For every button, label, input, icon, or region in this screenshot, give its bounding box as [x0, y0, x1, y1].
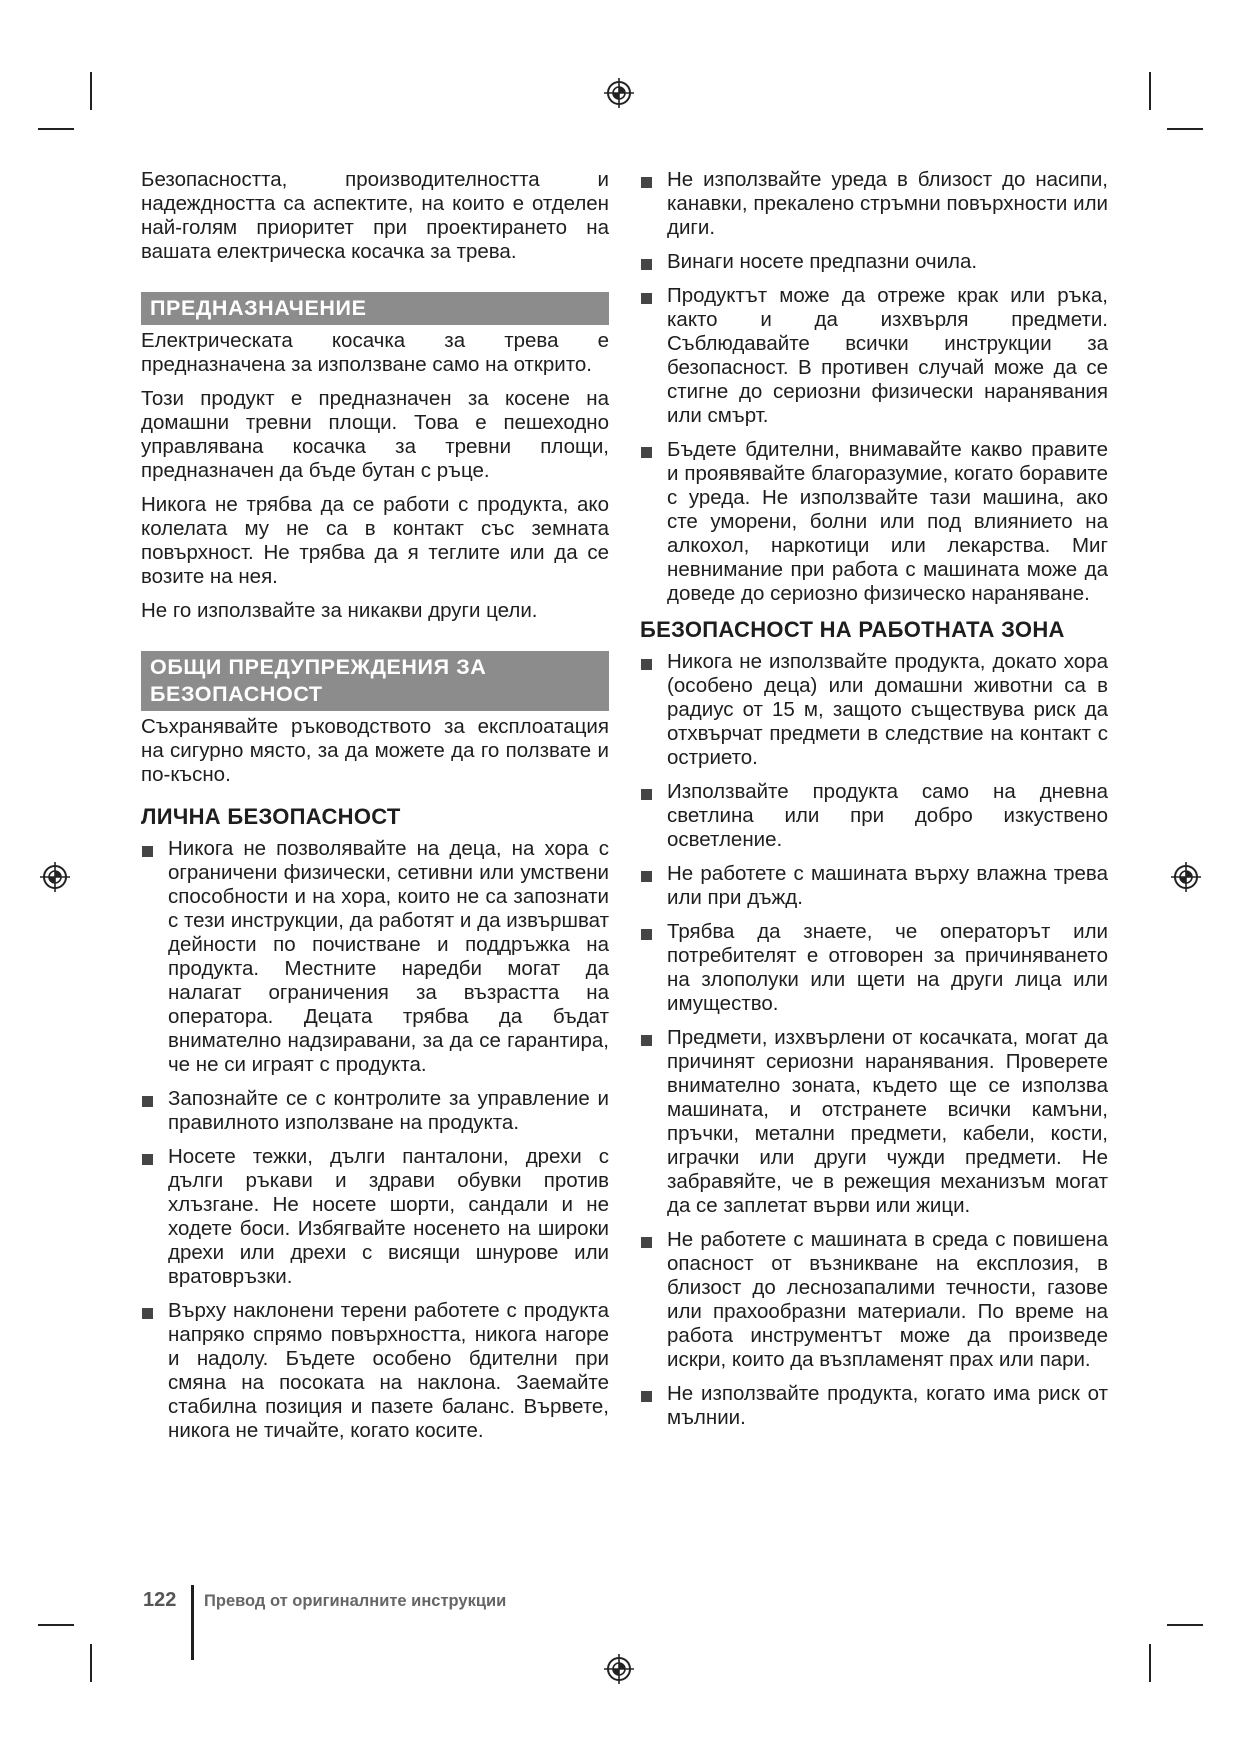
general-warnings-heading: [141, 651, 609, 711]
list-item: [141, 1087, 609, 1135]
bullet-square-icon: [641, 177, 652, 188]
list-item: [640, 1382, 1108, 1430]
list-item-text: Никога не позволявайте на деца, на хора с ограничени физически, сетивни или умствени способности и на хора, които не са запознати с тези инструкции, да работят и да извършват дейности по почистване и поддръжка на продукта. Местните наредби могат да налагат ограничения за възрастта на оператора. Децата трябва да бъдат внимателно надзиравани, за да се гарантира, че не си играят с продукта.: [168, 837, 609, 1076]
crop-mark: [1167, 1624, 1203, 1626]
list-item: [640, 438, 1108, 606]
list-item: [640, 284, 1108, 428]
footer-caption: Превод от оригиналните инструкции: [204, 1592, 507, 1610]
registration-mark-icon: [604, 1654, 634, 1684]
personal-safety-list-continued: [640, 168, 1108, 606]
intro-paragraph: Безопасността, производителността и надеждността са аспектите, на които е отделен най-голям приоритет при проектирането на вашата електрическа косачка за трева.: [141, 168, 609, 263]
work-area-safety-heading: БЕЗОПАСНОСТ НА РАБОТНАТА ЗОНА: [640, 617, 1065, 642]
list-item: [640, 1228, 1108, 1372]
bullet-square-icon: [641, 259, 652, 270]
bullet-square-icon: [641, 293, 652, 304]
purpose-paragraph: Електрическата косачка за трева е предназначена за използване само на открито.: [141, 329, 609, 376]
list-item: [640, 250, 1108, 274]
list-item-text: Използвайте продукта само на дневна светлина или при добро изкуствено осветление.: [667, 780, 1108, 851]
list-item-text: Не работете с машината в среда с повишена опасност от възникване на експлозия, в близост до леснозапалими течности, газове или прахообразни материали. По време на работа инструментът може да произведе искри, които да възпламенят прах или пари.: [667, 1228, 1108, 1371]
crop-mark: [1149, 72, 1151, 110]
bullet-square-icon: [641, 789, 652, 800]
list-item: [141, 837, 609, 1077]
bullet-square-icon: [641, 929, 652, 940]
list-item-text: Запознайте се с контролите за управление и правилното използване на продукта.: [168, 1087, 609, 1134]
work-area-safety-list: [640, 650, 1108, 1430]
crop-mark: [90, 1644, 92, 1682]
personal-safety-list: [141, 837, 609, 1443]
bullet-square-icon: [142, 846, 153, 857]
crop-mark: [1167, 128, 1203, 130]
purpose-paragraph: Този продукт е предназначен за косене на домашни тревни площи. Това е пешеходно управлявана косачка за тревни площи, предназначен да бъде бутан с ръце.: [141, 387, 609, 482]
registration-mark-icon: [40, 862, 70, 892]
footer-divider: [191, 1585, 194, 1660]
bullet-square-icon: [142, 1308, 153, 1319]
list-item: [640, 168, 1108, 240]
list-item: [640, 920, 1108, 1016]
purpose-paragraph: Не го използвайте за никакви други цели.: [141, 599, 538, 622]
general-warnings-paragraph: Съхранявайте ръководството за експлоатация на сигурно място, за да можете да го ползвате и по-късно.: [141, 715, 609, 786]
crop-mark: [38, 1624, 74, 1626]
bullet-square-icon: [641, 447, 652, 458]
list-item: [640, 650, 1108, 770]
list-item-text: Продуктът може да отреже крак или ръка, както и да изхвърля предмети. Съблюдавайте всички инструкции за безопасност. В противен случай може да се стигне до сериозни физически наранявания или смърт.: [667, 284, 1108, 427]
list-item-text: Никога не използвайте продукта, докато хора (особено деца) или домашни животни са в радиус от 15 м, защото съществува риск да отхвърчат предмети в следствие на контакт с острието.: [667, 650, 1108, 769]
bullet-square-icon: [641, 1237, 652, 1248]
right-column: [640, 168, 1108, 1440]
list-item-text: Винаги носете предпазни очила.: [667, 250, 978, 273]
list-item: [640, 862, 1108, 910]
list-item-text: Носете тежки, дълги панталони, дрехи с дълги ръкави и здрави обувки против хлъзгане. Не носете шорти, сандали и не ходете боси. Избягвайте носенето на широки дрехи или дрехи с висящи шнурове или вратовръзки.: [168, 1145, 609, 1288]
list-item-text: Предмети, изхвърлени от косачката, могат да причинят сериозни наранявания. Проверете внимателно зоната, където ще се използва машината, и отстранете всички камъни, пръчки, метални предмети, кабели, кости, играчки или други чужди предмети. Не забравяйте, че в режещия механизъм могат да се заплетат върви или жици.: [667, 1026, 1108, 1217]
list-item-text: Бъдете бдителни, внимавайте какво правите и проявявайте благоразумие, когато боравите с уреда. Не използвайте тази машина, ако сте уморени, болни или под влиянието на алкохол, наркотици или лекарства. Миг невнимание при работа с машината може да доведе до сериозно физическо нараняване.: [667, 438, 1108, 605]
bullet-square-icon: [641, 1035, 652, 1046]
left-column: [141, 168, 609, 1453]
list-item: [640, 780, 1108, 852]
crop-mark: [90, 72, 92, 110]
general-warnings-heading-line: БЕЗОПАСНОСТ: [150, 682, 323, 706]
list-item: [141, 1145, 609, 1289]
list-item-text: Не работете с машината върху влажна трева или при дъжд.: [667, 862, 1108, 909]
list-item: [640, 1026, 1108, 1218]
general-warnings-heading-line: ОБЩИ ПРЕДУПРЕЖДЕНИЯ ЗА: [150, 655, 487, 679]
list-item: [141, 1299, 609, 1443]
bullet-square-icon: [142, 1096, 153, 1107]
bullet-square-icon: [142, 1154, 153, 1165]
purpose-heading: ПРЕДНАЗНАЧЕНИЕ: [141, 292, 609, 325]
list-item-text: Върху наклонени терени работете с продукта напряко спрямо повърхността, никога нагоре и надолу. Бъдете особено бдителни при смяна на посоката на наклона. Заемайте стабилна позиция и пазете баланс. Вървете, никога не тичайте, когато косите.: [168, 1299, 609, 1442]
list-item-text: Не използвайте продукта, когато има риск от мълнии.: [667, 1382, 1108, 1429]
list-item-text: Трябва да знаете, че операторът или потребителят е отговорен за причиняването на злополуки или щети на други лица или имущество.: [667, 920, 1108, 1015]
bullet-square-icon: [641, 659, 652, 670]
bullet-square-icon: [641, 1391, 652, 1402]
crop-mark: [1149, 1644, 1151, 1682]
personal-safety-heading: ЛИЧНА БЕЗОПАСНОСТ: [141, 804, 401, 829]
registration-mark-icon: [604, 78, 634, 108]
list-item-text: Не използвайте уреда в близост до насипи, канавки, прекалено стръмни повърхности или диги.: [667, 168, 1108, 239]
purpose-paragraph: Никога не трябва да се работи с продукта, ако колелата му не са в контакт със земната повърхност. Не трябва да я теглите или да се возите на нея.: [141, 493, 609, 588]
registration-mark-icon: [1171, 862, 1201, 892]
crop-mark: [38, 128, 74, 130]
bullet-square-icon: [641, 871, 652, 882]
page-number: 122: [143, 1589, 177, 1611]
